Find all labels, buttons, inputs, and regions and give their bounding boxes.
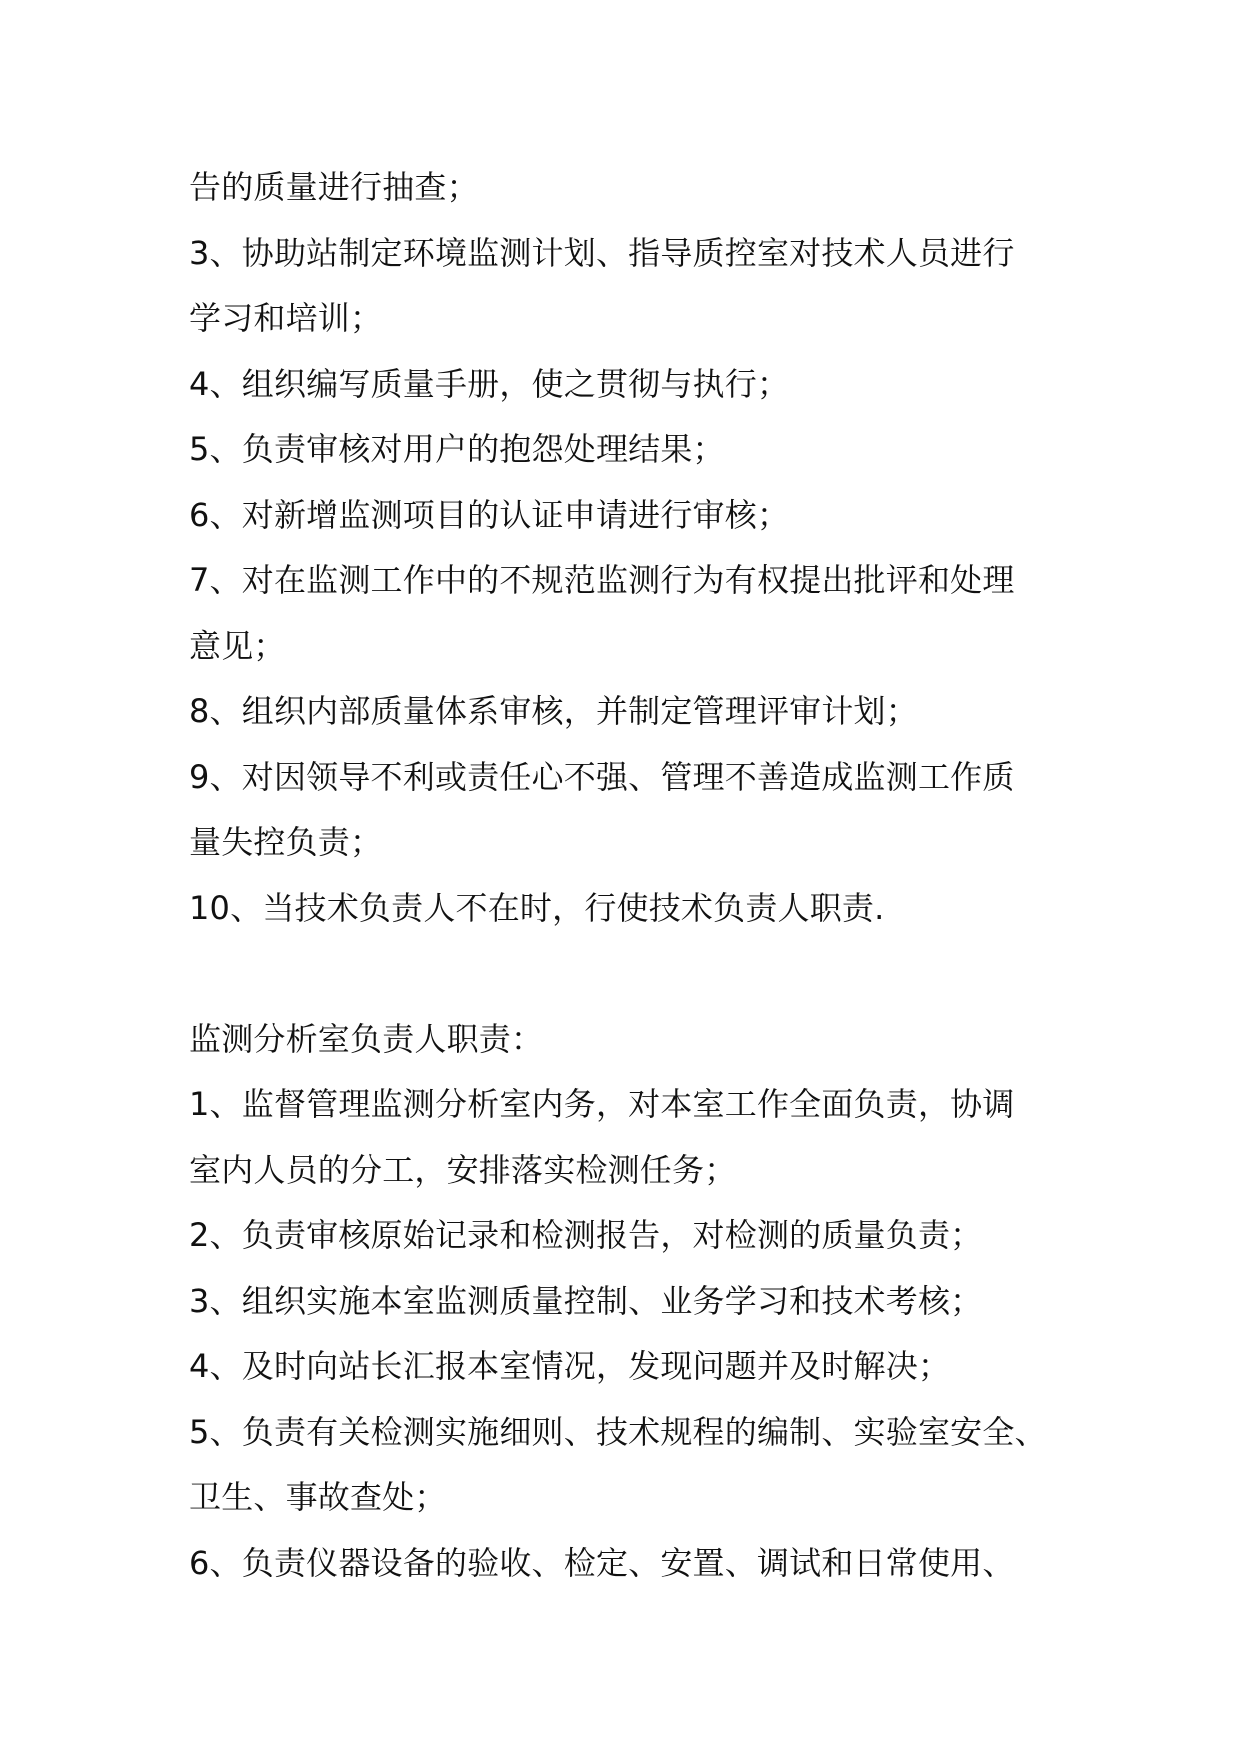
text-line: 5、负责审核对用户的抱怨处理结果； [189,430,725,468]
text-line: 3、组织实施本室监测质量控制、业务学习和技术考核； [189,1281,983,1320]
blank-line [189,941,1069,1007]
text-line: 8、组织内部质量体系审核，并制定管理评审计划； [189,692,918,730]
text-line: 2、负责审核原始记录和检测报告，对检测的质量负责； [189,1216,983,1254]
text-line: 9、对因领导不利或责任心不强、管理不善造成监测工作质 [189,757,1015,796]
text-line: 10、当技术负责人不在时，行使技术负责人职责. [189,888,885,927]
text-line: 量失控负责； [189,823,383,861]
text-line: 7、对在监测工作中的不规范监测行为有权提出批评和处理 [189,561,1015,599]
text-line: 3、协助站制定环境监测计划、指导质控室对技术人员进行 [189,233,1015,272]
text-line: 5、负责有关检测实施细则、技术规程的编制、实验室安全、 [189,1412,1047,1451]
text-line: 卫生、事故查处； [189,1478,447,1516]
text-line: 意见； [189,626,286,665]
text-line: 室内人员的分工，安排落实检测任务； [189,1150,737,1189]
text-line: 1、监督管理监测分析室内务，对本室工作全面负责，协调 [189,1085,1015,1123]
text-line: 学习和培训； [189,299,383,337]
section-heading: 监测分析室负责人职责： [189,1019,544,1058]
text-line: 6、对新增监测项目的认证申请进行审核； [189,495,790,534]
text-line: 4、及时向站长汇报本室情况，发现问题并及时解决； [189,1347,951,1385]
text-line: 4、组织编写质量手册，使之贯彻与执行； [189,364,790,403]
text-line: 告的质量进行抽查； [189,168,479,206]
document-body [189,155,1069,1596]
text-line: 6、负责仪器设备的验收、检定、安置、调试和日常使用、 [189,1543,1015,1582]
